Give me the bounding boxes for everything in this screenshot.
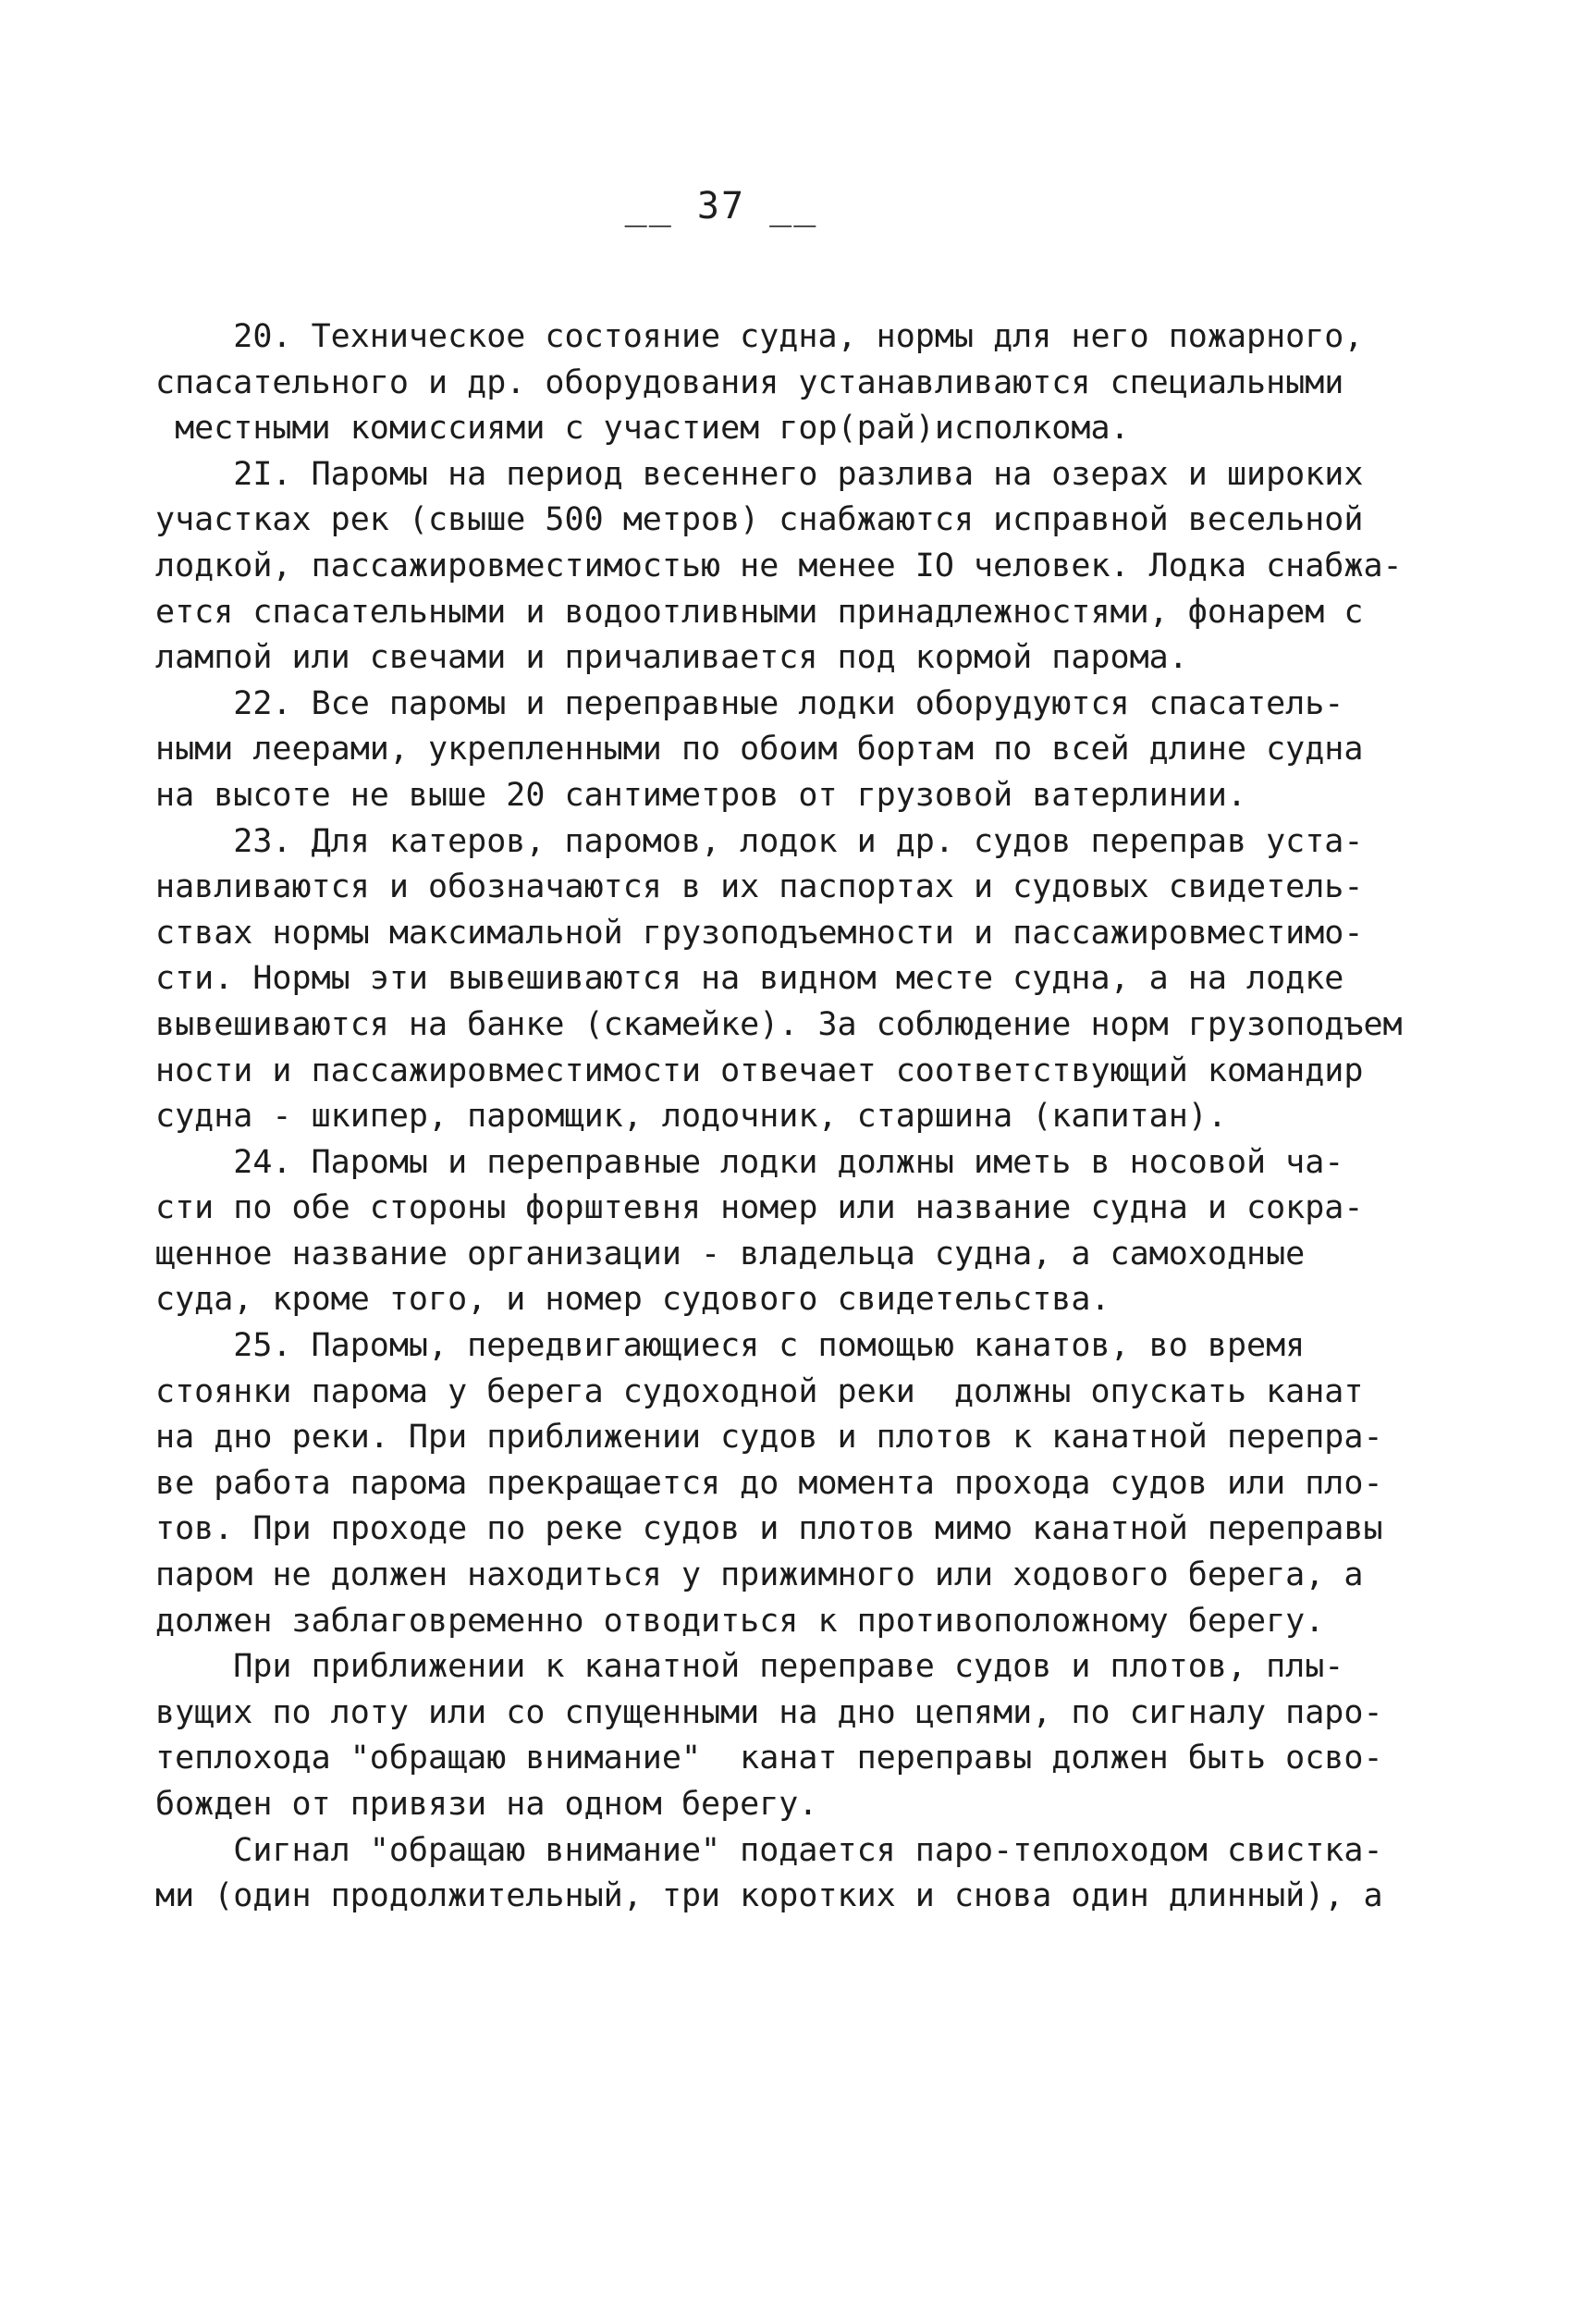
- text-line: Сигнал "обращаю внимание" подается паро-теплоходом свистка-: [155, 1831, 1383, 1869]
- text-line: навливаются и обозначаются в их паспортах и судовых свидетель-: [155, 868, 1364, 906]
- text-line: вущих по лоту или со спущенными на дно цепями, по сигналу паро-: [155, 1693, 1383, 1731]
- text-line: 25. Паромы, передвигающиеся с помощью канатов, во время: [155, 1327, 1306, 1365]
- text-line: ве работа парома прекращается до момента прохода судов или пло-: [155, 1464, 1383, 1502]
- text-line: 2I. Паромы на период весеннего разлива на озерах и широких: [155, 455, 1364, 493]
- text-line: на дно реки. При приближении судов и плотов к канатной перепра-: [155, 1419, 1383, 1457]
- text-line: судна - шкипер, паромщик, лодочник, старшина (капитан).: [155, 1098, 1227, 1136]
- text-line: паром не должен находиться у прижимного или ходового берега, а: [155, 1556, 1364, 1594]
- text-line: 22. Все паромы и переправные лодки оборудуются спасатель-: [155, 684, 1344, 722]
- text-line: участках рек (свыше 500 метров) снабжаются исправной весельной: [155, 501, 1364, 539]
- text-line: сти. Нормы эти вывешиваются на видном месте судна, а на лодке: [155, 960, 1344, 998]
- text-line: тов. При проходе по реке судов и плотов мимо канатной переправы: [155, 1510, 1383, 1548]
- text-line: ствах нормы максимальной грузоподъемности и пассажировместимо-: [155, 914, 1364, 952]
- text-line: сти по обе стороны форштевня номер или название судна и сокра-: [155, 1189, 1364, 1227]
- text-line: на высоте не выше 20 сантиметров от грузовой ватерлинии.: [155, 776, 1247, 814]
- text-line: щенное название организации - владельца судна, а самоходные: [155, 1235, 1306, 1273]
- text-line: должен заблаговременно отводиться к противоположному берегу.: [155, 1602, 1325, 1640]
- text-line: теплохода "обращаю внимание" канат переправы должен быть осво-: [155, 1740, 1383, 1777]
- page-number: __ 37 __: [624, 185, 818, 227]
- text-line: ется спасательными и водоотливными принадлежностями, фонарем с: [155, 593, 1364, 631]
- text-line: ми (один продолжительный, три коротких и снова один длинный), а: [155, 1877, 1383, 1915]
- text-line: 23. Для катеров, паромов, лодок и др. судов переправ уста-: [155, 822, 1364, 860]
- text-line: стоянки парома у берега судоходной реки должны опускать канат: [155, 1372, 1364, 1410]
- text-line: суда, кроме того, и номер судового свидетельства.: [155, 1281, 1110, 1319]
- text-line: ными леерами, укрепленными по обоим бортам по всей длине судна: [155, 731, 1364, 769]
- text-line: лампой или свечами и причаливается под кормой парома.: [155, 639, 1188, 677]
- text-line: лодкой, пассажировместимостью не менее IO человек. Лодка снабжа-: [155, 547, 1403, 584]
- text-line: При приближении к канатной переправе судов и плотов, плы-: [155, 1648, 1344, 1686]
- text-line: 20. Техническое состояние судна, нормы для него пожарного,: [155, 318, 1364, 355]
- text-line: ности и пассажировместимости отвечает соответствующий командир: [155, 1051, 1364, 1089]
- text-line: спасательного и др. оборудования устанавливаются специальными: [155, 363, 1344, 401]
- body-text: [155, 314, 1403, 1920]
- text-line: божден от привязи на одном берегу.: [155, 1786, 818, 1823]
- text-line: 24. Паромы и переправные лодки должны иметь в носовой ча-: [155, 1143, 1344, 1181]
- text-line: местными комиссиями с участием гор(рай)исполкома.: [155, 410, 1130, 448]
- text-line: вывешиваются на банке (скамейке). За соблюдение норм грузоподъем: [155, 1005, 1403, 1043]
